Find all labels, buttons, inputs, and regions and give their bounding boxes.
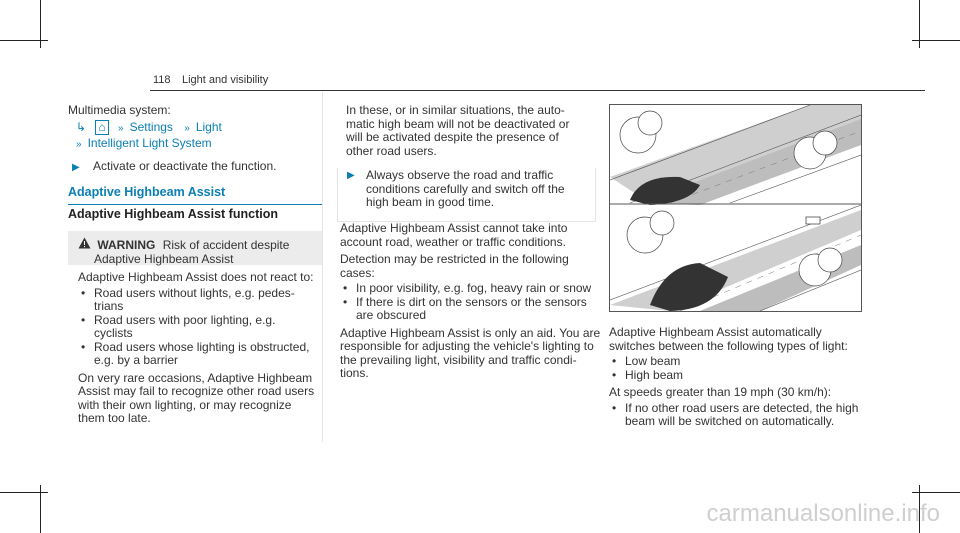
nav-path (68, 120, 323, 136)
illustration-panel-bottom (610, 205, 861, 311)
section-title: Light and visibility (182, 74, 269, 86)
nav-return-arrow-icon: ↳ (76, 119, 87, 134)
left-column (68, 104, 323, 174)
highbeam-illustration (609, 104, 862, 312)
warning-box-divider (322, 92, 323, 442)
list-item: • Road users whose lighting is obstructed, e.g. by a barrier (78, 341, 318, 368)
list-item: • If no other road users are detected, the high beam will be switched on automatically. (609, 402, 899, 429)
illustration-panel-top (610, 105, 861, 205)
warning-title-line2: Adaptive Highbeam Assist (94, 251, 234, 266)
list-item: • High beam (609, 369, 899, 383)
section-heading: Adaptive Highbeam Assist (68, 185, 226, 199)
list-item: • Road users with poor lighting, e.g. cyclists (78, 314, 318, 341)
list-item: • Low beam (609, 355, 899, 369)
crop-mark (0, 40, 48, 41)
double-chevron-icon: » (118, 122, 124, 134)
middle-body (340, 222, 602, 381)
sub-heading: Adaptive Highbeam Assist function (68, 207, 278, 221)
warning-triangle-icon (78, 237, 92, 253)
page-number: 118 (153, 74, 171, 86)
multimedia-label: Multimedia system: (68, 103, 171, 117)
warning-outro: On very rare occasions, Adaptive Highbeam Assist may fail to recognize other road users with their own lighting, or may recognize them too late. (78, 370, 315, 425)
warning-intro: Adaptive Highbeam Assist does not react to: (78, 270, 314, 284)
watermark: carmanualsonline.info (706, 500, 940, 527)
double-chevron-icon: » (76, 139, 82, 150)
crop-mark (912, 492, 960, 493)
warning-box (68, 231, 323, 442)
nav-intelligent-light-system[interactable]: Intelligent Light System (87, 136, 212, 150)
warning-continued: In these, or in similar situations, the auto- matic high beam will not be deactivated or will be activated despite the presence of other road users. (346, 103, 570, 158)
paragraph: Detection may be restricted in the following cases: (340, 252, 569, 280)
right-column (609, 326, 899, 429)
tip-text: Always observe the road and traffic conditions carefully and switch off the high beam in good time. (366, 168, 565, 209)
list-item: • Road users without lights, e.g. pedes- trians (78, 287, 318, 314)
crop-mark (0, 492, 48, 493)
section-heading-rule (68, 204, 323, 205)
warning-label: WARNING (97, 238, 156, 252)
nav-light[interactable]: Light (195, 119, 222, 134)
instruction-arrow-icon: ▶ (347, 170, 355, 181)
home-icon: ⌂ (95, 120, 108, 136)
list-item: • If there is dirt on the sensors or the sensors are obscured (340, 296, 602, 323)
paragraph: Adaptive Highbeam Assist is only an aid. You are responsible for adjusting the vehicle's lighting to the prevailing light, visibility and traffic condi- tions. (340, 325, 601, 380)
paragraph: Adaptive Highbeam Assist automatically switches between the following types of light: (609, 325, 848, 353)
list-item: • In poor visibility, e.g. fog, heavy rain or snow (340, 282, 602, 296)
paragraph: Adaptive Highbeam Assist cannot take into account road, weather or traffic conditions. (340, 221, 568, 249)
header-rule (150, 90, 925, 91)
speed-text: At speeds greater than 19 mph (30 km/h): (609, 385, 832, 399)
double-chevron-icon: » (184, 122, 190, 134)
crop-mark (912, 40, 960, 41)
instruction-arrow-icon: ▶ (72, 161, 80, 173)
warning-title-line1: Risk of accident despite (162, 238, 290, 252)
instruction-text: Activate or deactivate the function. (93, 158, 277, 173)
nav-settings[interactable]: Settings (129, 119, 173, 134)
